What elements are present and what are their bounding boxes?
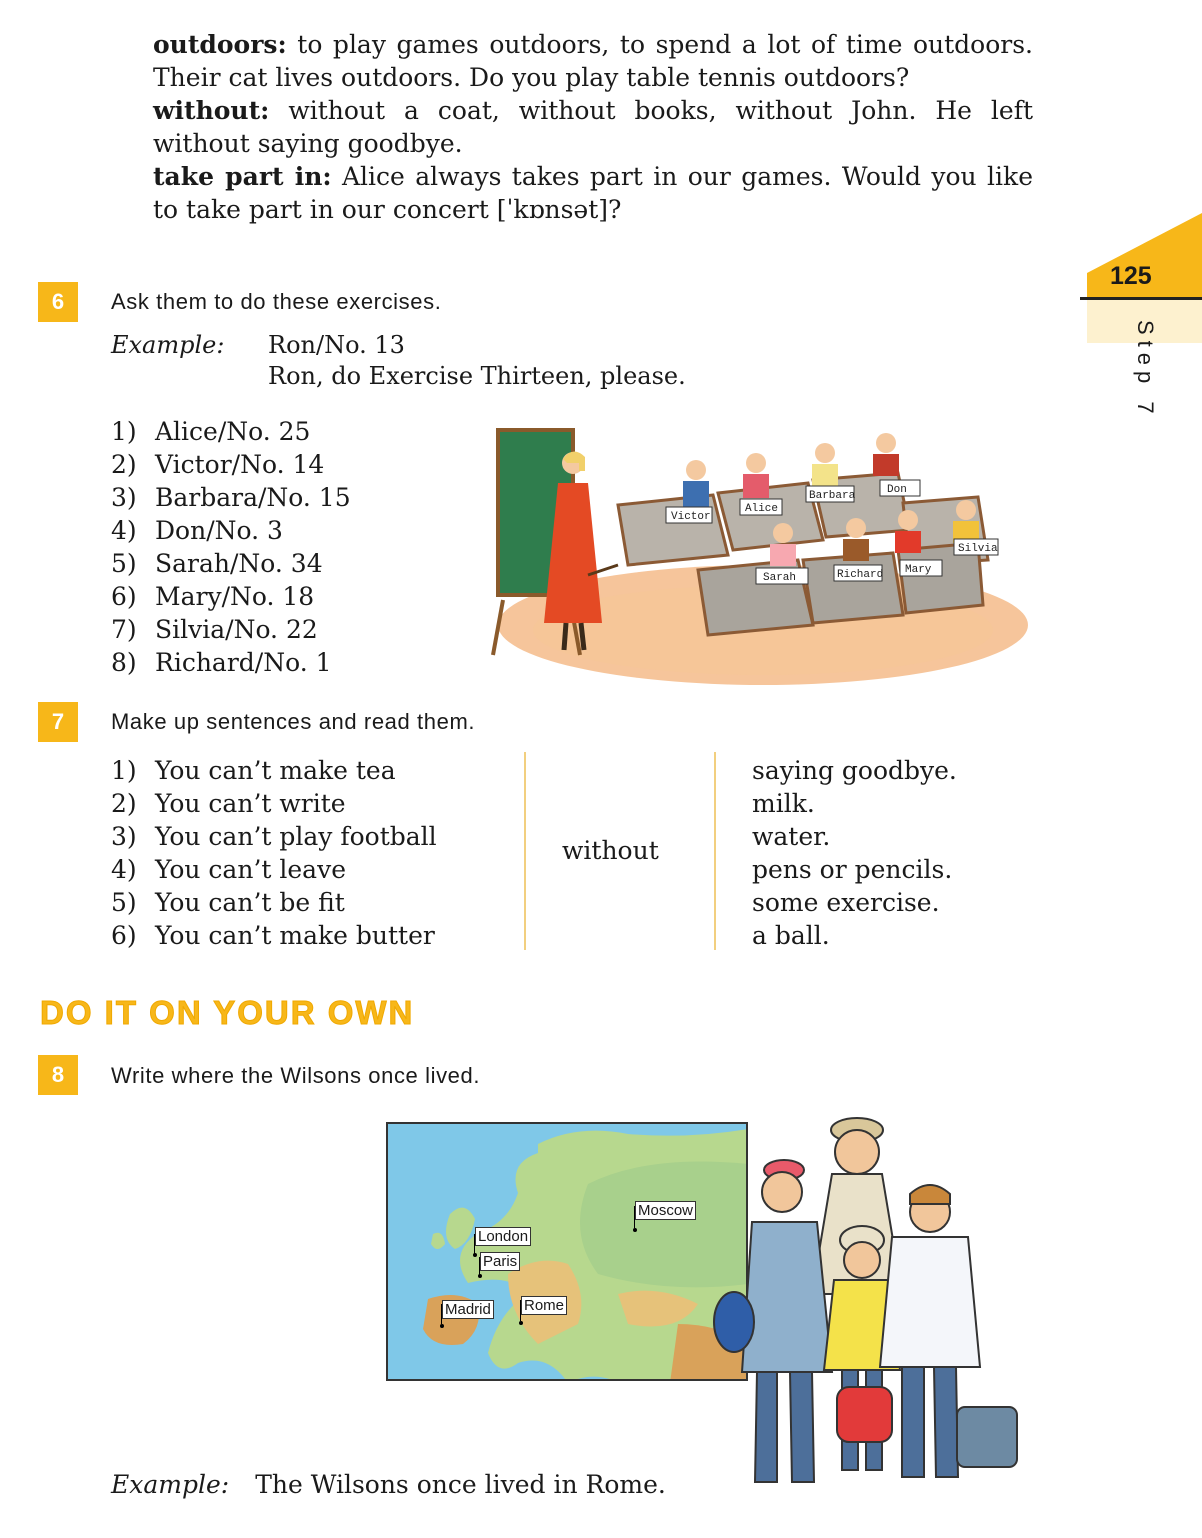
classroom-illustration [478,425,1028,690]
name-card-silvia: Silvia [958,543,998,555]
name-card-alice: Alice [745,503,779,515]
list-item: 3) You can’t play football [111,822,437,851]
name-card-richard: Richard [837,569,884,581]
example-label: Example: [111,331,225,359]
column-divider [714,752,716,950]
list-item: 4) Don/No. 3 [111,516,283,545]
step-label: Step 7 [1133,320,1158,420]
list-item: milk. [752,789,815,818]
list-item: pens or pencils. [752,855,953,884]
name-card-mary: Mary [905,564,932,576]
exercise-6-instruction: Ask them to do these exercises. [111,289,442,314]
example-answer: Ron, do Exercise Thirteen, please. [268,362,686,390]
city-label-moscow: Moscow [635,1201,696,1220]
rome-marker [519,1321,523,1325]
list-item: 6) Mary/No. 18 [111,582,315,611]
exercise-7-middle-word: without [562,836,659,865]
list-item: 6) You can’t make butter [111,921,435,950]
exercise-7-right-column [752,754,957,952]
list-item: 5) Sarah/No. 34 [111,549,323,578]
tab-divider [1080,297,1202,300]
vocab-term: without: [153,96,270,125]
example-text: The Wilsons once lived in Rome. [255,1470,666,1499]
moscow-marker [633,1228,637,1232]
section-title: DO IT ON YOUR OWN [40,994,415,1031]
vocab-entry [153,28,1033,94]
list-item: 5) You can’t be fit [111,888,345,917]
list-item: 3) Barbara/No. 15 [111,483,351,512]
exercise-8-example [111,1470,666,1499]
city-label-london: London [475,1227,531,1246]
city-label-madrid: Madrid [442,1300,494,1319]
list-item: 1) Alice/No. 25 [111,417,311,446]
city-label-rome: Rome [521,1296,567,1315]
family-illustration [712,1112,1032,1502]
city-label-paris: Paris [480,1252,520,1271]
exercise-7-instruction: Make up sentences and read them. [111,709,476,734]
list-item: 2) Victor/No. 14 [111,450,325,479]
vocab-text: Alice always takes part in our games. Would you like to take part in our concert [ˈkɒnsət]? [153,162,1033,224]
exercise-7-left-column [111,754,437,952]
column-divider [524,752,526,950]
list-item: 1) You can’t make tea [111,756,396,785]
exercise-8-badge: 8 [38,1055,78,1095]
list-item: 2) You can’t write [111,789,346,818]
list-item: water. [752,822,831,851]
vocab-text: to play games outdoors, to spend a lot of time outdoors. Their cat lives outdoors. Do you play table tennis outdoors? [153,30,1033,92]
map-land [388,1124,748,1381]
madrid-marker [440,1324,444,1328]
vocab-text: without a coat, without books, without John. He left without saying goodbye. [153,96,1033,158]
vocab-entry [153,94,1033,160]
exercise-7-badge: 7 [38,702,78,742]
list-item: a ball. [752,921,830,950]
name-card-sarah: Sarah [763,572,797,584]
list-item: 4) You can’t leave [111,855,346,884]
page-number: 125 [1110,262,1152,290]
name-card-victor: Victor [671,511,711,523]
exercise-8-instruction: Write where the Wilsons once lived. [111,1063,481,1088]
exercise-6-list [111,415,351,679]
list-item: some exercise. [752,888,940,917]
name-card-don: Don [887,484,907,496]
vocab-term: outdoors: [153,30,287,59]
list-item: saying goodbye. [752,756,957,785]
vocab-term: take part in: [153,162,332,191]
name-card-barbara: Barbara [809,490,856,502]
vocab-entry [153,160,1033,226]
exercise-6-badge: 6 [38,282,78,322]
example-label: Example: [111,1470,230,1499]
list-item: 8) Richard/No. 1 [111,648,332,677]
europe-map [386,1122,748,1381]
vocabulary-block [153,28,1033,226]
example-prompt: Ron/No. 13 [268,331,405,359]
list-item: 7) Silvia/No. 22 [111,615,318,644]
